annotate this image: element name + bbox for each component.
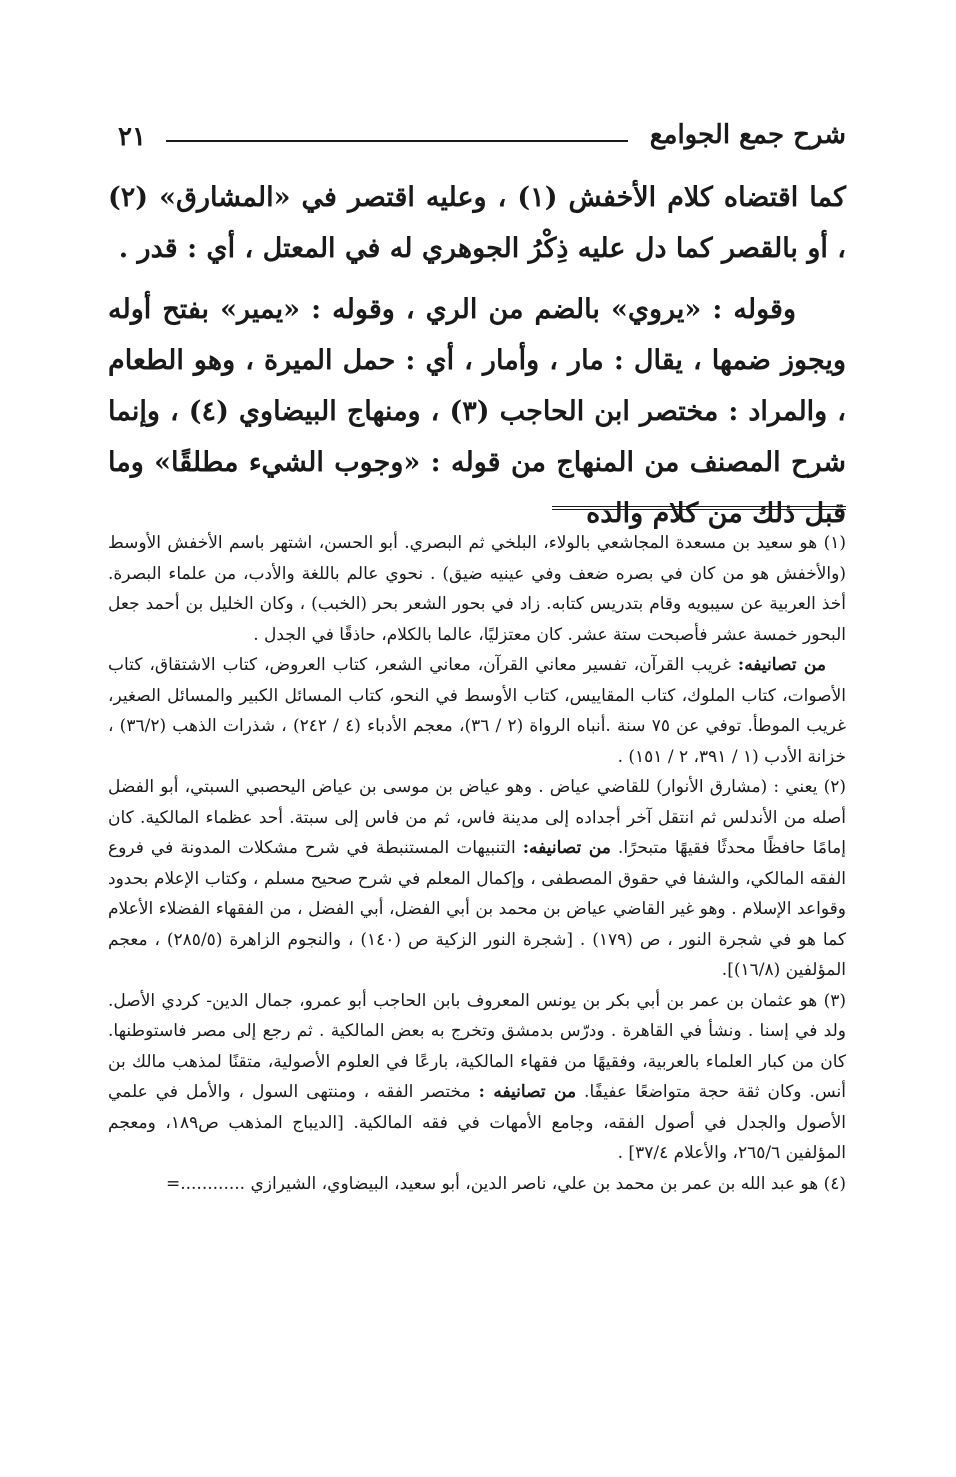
footnote-3-works-label: من تصانيفه : <box>478 1082 577 1102</box>
page-number: ٢١ <box>118 122 146 152</box>
main-text <box>108 172 846 539</box>
paragraph-2-part-a: وقوله : «يروي» بالضم من الري ، وقوله : «يمير» بفتح أوله ويجوز ضمها ، يقال : مار ، وأمار ، أي : حمل الميرة ، وهو الطعام ، والمراد : مختصر ابن الحاجب <box>108 294 847 427</box>
footnote-marker-3: (٣) <box>449 396 490 427</box>
footnote-marker-1: (١) <box>517 182 558 213</box>
running-title: شرح جمع الجوامع <box>649 120 846 150</box>
paragraph-1-part-a: كما اقتضاه كلام الأخفش <box>557 182 846 213</box>
footnote-1-works-text: غريب القرآن، تفسير معاني القرآن، معاني الشعر، كتاب العروض، كتاب الاشتقاق، كتاب الأصوات، كتاب الملوك، كتاب المقاييس، كتاب الأوسط في النحو، كتاب المسائل الكبير والمسائل الصغير، غريب الموطأ. توفي عن ٧٥ سنة .أنباه الرواة (٢ / ٣٦)، معجم الأدباء (٤ / ٢٤٢) ، شذرات الذهب (٣٦/٢) ، خزانة الأدب (١ / ٣٩١، ٢ / ١٥١) . <box>108 655 846 767</box>
footnote-3-part-a: (٣) هو عثمان بن عمر بن أبي بكر بن يونس المعروف بابن الحاجب أبو عمرو، جمال الدين- كردي الأصل. ولد في إسنا . ونشأ في القاهرة . ودرّس بدمشق وتخرج به بعض المالكية . ثم رجع إلى مصر فاستوطنها. كان من كبار العلماء بالعربية، وفقيهًا من فقهاء المالكية، بارعًا في العلوم الأصولية، متقنًا لمذهب مالك بن أنس. وكان ثقة حجة متواضعًا عفيفًا. <box>108 990 846 1102</box>
footnote-2-part-a: (٢) يعني : (مشارق الأنوار) للقاضي عياض . وهو عياض بن موسى بن عياض اليحصبي السبتي، أبو الفضل أصله من الأندلس ثم انتقل آخر أجداده إلى مدينة فاس، ثم من فاس إلى سبتة. أحد عظماء المالكية. كان إمامًا حافظًا محدثًا فقيهًا متبحرًا. <box>108 777 846 858</box>
paragraph-1-part-b: ، وعليه اقتصر في «المشارق» <box>148 182 518 213</box>
footnote-3-part-b: مختصر الفقه ، ومنتهى السول ، والأمل في علمي الأصول والجدل في أصول الفقه، وجامع الأمهات في فقه المالكية. [الديباج المذهب ص١٨٩، ومعجم المؤلفين ٢٦٥/٦، والأعلام ٣٧/٤] . <box>108 1082 846 1163</box>
footnote-2-part-b: التنبيهات المستنبطة في شرح مشكلات المدونة في فروع الفقه المالكي، والشفا في حقوق المصطفى ، وإكمال المعلم في شرح صحيح مسلم ، وكتاب الإعلام بحدود وقواعد الإسلام . وهو غير القاضي عياض بن محمد بن أبي الفضل، أبي الفضل ، من الفقهاء الفضلاء الأعلام كما هو في شجرة النور ، ص (١٧٩) . [شجرة النور الزكية ص (١٤٠) ، والنجوم الزاهرة (٢٨٥/٥) ، معجم المؤلفين (١٦/٨)]. <box>108 838 846 980</box>
header-rule <box>166 140 628 142</box>
paragraph-2 <box>108 284 846 539</box>
footnote-divider <box>552 506 846 510</box>
footnote-4: (٤) هو عبد الله بن عمر بن محمد بن علي، ناصر الدين، أبو سعيد، البيضاوي، الشيرازي ............= <box>165 1173 846 1194</box>
footnote-3 <box>108 986 846 1169</box>
footnotes <box>108 528 846 1199</box>
footnote-1-works-label: من تصانيفه: <box>737 655 826 675</box>
paragraph-1-part-c: ، أو بالقصر كما دل عليه ذِكْرُ الجوهري له في المعتل ، أي : قدر . <box>118 233 846 264</box>
paragraph-2-part-b: ، ومنهاج البيضاوي <box>228 396 450 427</box>
footnote-marker-2: (٢) <box>108 182 149 213</box>
page-header <box>108 118 846 158</box>
footnote-1-works <box>108 650 846 772</box>
footnote-2 <box>108 772 846 986</box>
footnote-2-works-label: من تصانيفه: <box>522 838 611 858</box>
footnote-marker-4: (٤) <box>188 396 229 427</box>
paragraph-2-part-c: ، وإنما شرح المصنف من المنهاج من قوله : «وجوب الشيء مطلقًا» وما قبل ذلك من كلام والده <box>108 396 846 529</box>
paragraph-1 <box>108 172 846 274</box>
footnote-1: (١) هو سعيد بن مسعدة المجاشعي بالولاء، البلخي ثم البصري. أبو الحسن، اشتهر باسم الأخفش الأوسط (والأخفش هو من كان في بصره ضعف وفي عينيه ضيق) . نحوي عالم باللغة والأدب، من علماء البصرة. أخذ العربية عن سيبويه وقام بتدريس كتابه. زاد في بحور الشعر بحر (الخبب) ، وكان الخليل بن أحمد جعل البحور خمسة عشر فأصبحت ستة عشر. كان معتزليًا، عالما بالكلام، حاذقًا في الجدل . <box>108 533 846 645</box>
